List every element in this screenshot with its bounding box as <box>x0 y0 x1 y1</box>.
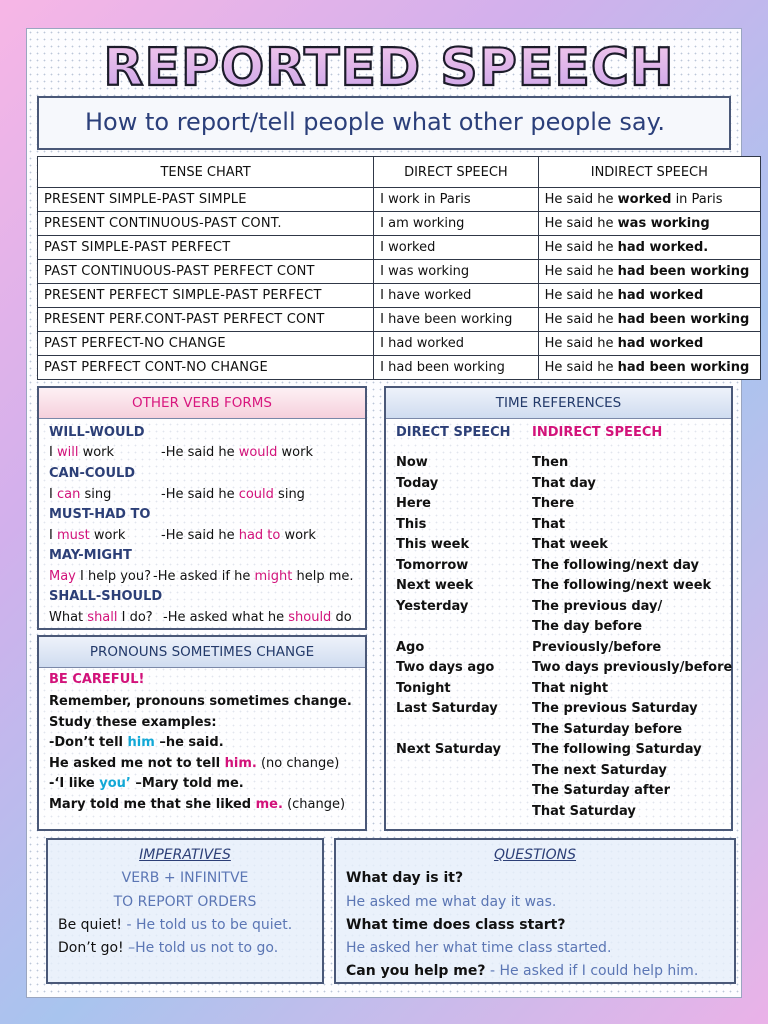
indirect-speech-example: He said he worked in Paris <box>538 188 760 212</box>
questions-heading: QUESTIONS <box>493 847 577 863</box>
time-indirect-item: Two days previously/before <box>532 660 733 675</box>
tense-row <box>38 356 761 380</box>
tense-row <box>38 236 761 260</box>
indirect-speech-example: He said he was working <box>538 212 760 236</box>
indirect-speech-example: He said he had worked <box>538 332 760 356</box>
tense-chart-table <box>37 156 761 380</box>
imperatives-heading: IMPERATIVES <box>139 847 231 863</box>
time-references-panel <box>384 386 733 831</box>
imperatives-example-1: Be quiet! - He told us to be quiet. <box>58 917 293 933</box>
indirect-speech-example: He said he had worked <box>538 284 760 308</box>
tense-row <box>38 332 761 356</box>
time-direct-item: This <box>396 516 427 532</box>
header-tense-chart: TENSE CHART <box>38 157 374 188</box>
answer-2: He asked her what time class started. <box>346 940 612 956</box>
tense-name: PAST CONTINUOUS-PAST PERFECT CONT <box>38 260 374 284</box>
imperatives-line-2: TO REPORT ORDERS <box>113 894 257 910</box>
time-indirect-item: The day before <box>532 619 643 634</box>
time-indirect-item: The next Saturday <box>532 762 667 778</box>
shall-example: What shall I do? <box>49 610 153 625</box>
tense-name: PAST PERFECT-NO CHANGE <box>38 332 374 356</box>
direct-speech-example: I worked <box>374 236 539 260</box>
time-direct-item: Ago <box>396 639 425 655</box>
tense-row <box>38 260 761 284</box>
must-had-to-label: MUST-HAD TO <box>49 507 151 522</box>
time-indirect-item: The following Saturday <box>532 742 702 757</box>
indirect-speech-example: He said he had been working <box>538 308 760 332</box>
should-example: -He asked what he should do <box>163 610 352 625</box>
tense-name: PRESENT PERFECT SIMPLE-PAST PERFECT <box>38 284 374 308</box>
time-col-indirect: INDIRECT SPEECH <box>532 425 663 440</box>
would-example: -He said he would work <box>161 445 313 460</box>
time-direct-item: Tonight <box>396 680 451 696</box>
be-careful-label: BE CAREFUL! <box>49 672 145 687</box>
header-indirect-speech: INDIRECT SPEECH <box>538 157 760 188</box>
tense-name: PRESENT PERF.CONT-PAST PERFECT CONT <box>38 308 374 332</box>
direct-speech-example: I had worked <box>374 332 539 356</box>
other-verb-forms-panel <box>37 386 367 630</box>
page-title-graphic <box>49 35 729 93</box>
pronouns-line-5: -‘I like you’ –Mary told me. <box>49 776 244 791</box>
tense-row <box>38 308 761 332</box>
time-direct-item: This week <box>396 537 470 552</box>
header-direct-speech: DIRECT SPEECH <box>374 157 539 188</box>
time-direct-item: Next Saturday <box>396 742 501 757</box>
other-verb-forms-heading: OTHER VERB FORMS <box>39 388 365 419</box>
had-to-example: -He said he had to work <box>161 528 316 543</box>
time-indirect-item: That week <box>532 537 608 552</box>
may-might-label: MAY-MIGHT <box>49 548 132 563</box>
time-indirect-item: Previously/before <box>532 639 662 655</box>
time-direct-item: Yesterday <box>396 598 469 614</box>
might-example: -He asked if he might help me. <box>153 569 354 584</box>
time-indirect-item: The Saturday before <box>532 721 683 737</box>
pronouns-line-1: Remember, pronouns sometimes change. <box>49 694 352 709</box>
pronouns-heading: PRONOUNS SOMETIMES CHANGE <box>39 637 365 668</box>
time-direct-item: Next week <box>396 578 474 593</box>
direct-speech-example: I work in Paris <box>374 188 539 212</box>
direct-speech-example: I am working <box>374 212 539 236</box>
must-example: I must work <box>49 528 126 543</box>
time-indirect-item: The following/next day <box>532 557 700 573</box>
tense-name: PRESENT SIMPLE-PAST SIMPLE <box>38 188 374 212</box>
time-direct-item: Today <box>396 475 439 491</box>
indirect-speech-example: He said he had been working <box>538 356 760 380</box>
time-direct-item: Now <box>396 455 428 470</box>
questions-panel <box>334 838 736 984</box>
time-direct-item: Two days ago <box>396 660 495 675</box>
time-indirect-item: The previous day/ <box>532 598 663 614</box>
time-indirect-item: Then <box>532 455 569 470</box>
pronouns-line-6: Mary told me that she liked me. (change) <box>49 797 346 812</box>
time-indirect-item: That Saturday <box>532 803 636 819</box>
pronouns-line-2: Study these examples: <box>49 715 217 730</box>
tense-name: PAST PERFECT CONT-NO CHANGE <box>38 356 374 380</box>
time-indirect-item: There <box>532 496 575 511</box>
could-example: -He said he could sing <box>161 487 305 502</box>
pronouns-line-3: -Don’t tell him –he said. <box>49 735 224 750</box>
time-indirect-item: The Saturday after <box>532 783 671 798</box>
tense-name: PRESENT CONTINUOUS-PAST CONT. <box>38 212 374 236</box>
question-1: What day is it? <box>346 870 464 886</box>
imperatives-example-2: Don’t go! –He told us not to go. <box>58 940 279 956</box>
will-example: I will work <box>49 445 115 460</box>
time-indirect-item: The previous Saturday <box>532 701 698 716</box>
pronouns-line-4: He asked me not to tell him. (no change) <box>49 756 340 771</box>
tense-row <box>38 212 761 236</box>
time-indirect-item: The following/next week <box>532 578 712 593</box>
imperatives-panel <box>46 838 324 984</box>
imperatives-line-1: VERB + INFINITVE <box>121 870 249 886</box>
time-indirect-item: That day <box>532 475 596 491</box>
indirect-speech-example: He said he had been working <box>538 260 760 284</box>
subtitle-box <box>37 96 731 150</box>
may-example: May I help you? <box>49 569 152 584</box>
time-col-direct: DIRECT SPEECH <box>396 425 511 440</box>
time-indirect-item: That <box>532 516 566 532</box>
time-direct-item: Here <box>396 496 431 511</box>
direct-speech-example: I had been working <box>374 356 539 380</box>
title-banner <box>49 35 729 93</box>
tense-chart-header-row <box>38 157 761 188</box>
question-answer-3: Can you help me? - He asked if I could help him. <box>346 963 699 979</box>
page-title: REPORTED SPEECH <box>103 38 675 93</box>
shall-should-label: SHALL-SHOULD <box>49 589 163 604</box>
can-could-label: CAN-COULD <box>49 466 136 481</box>
answer-1: He asked me what day it was. <box>346 894 557 910</box>
time-direct-item: Tomorrow <box>396 557 469 573</box>
tense-name: PAST SIMPLE-PAST PERFECT <box>38 236 374 260</box>
direct-speech-example: I have worked <box>374 284 539 308</box>
indirect-speech-example: He said he had worked. <box>538 236 760 260</box>
time-references-heading: TIME REFERENCES <box>386 388 731 419</box>
time-direct-item: Last Saturday <box>396 701 498 716</box>
direct-speech-example: I have been working <box>374 308 539 332</box>
question-2: What time does class start? <box>346 917 566 933</box>
pronouns-panel <box>37 635 367 831</box>
can-example: I can sing <box>49 487 112 502</box>
direct-speech-example: I was working <box>374 260 539 284</box>
subtitle: How to report/tell people what other people say. <box>85 108 665 136</box>
tense-row <box>38 284 761 308</box>
will-would-label: WILL-WOULD <box>49 425 145 440</box>
time-indirect-item: That night <box>532 680 609 696</box>
tense-row <box>38 188 761 212</box>
